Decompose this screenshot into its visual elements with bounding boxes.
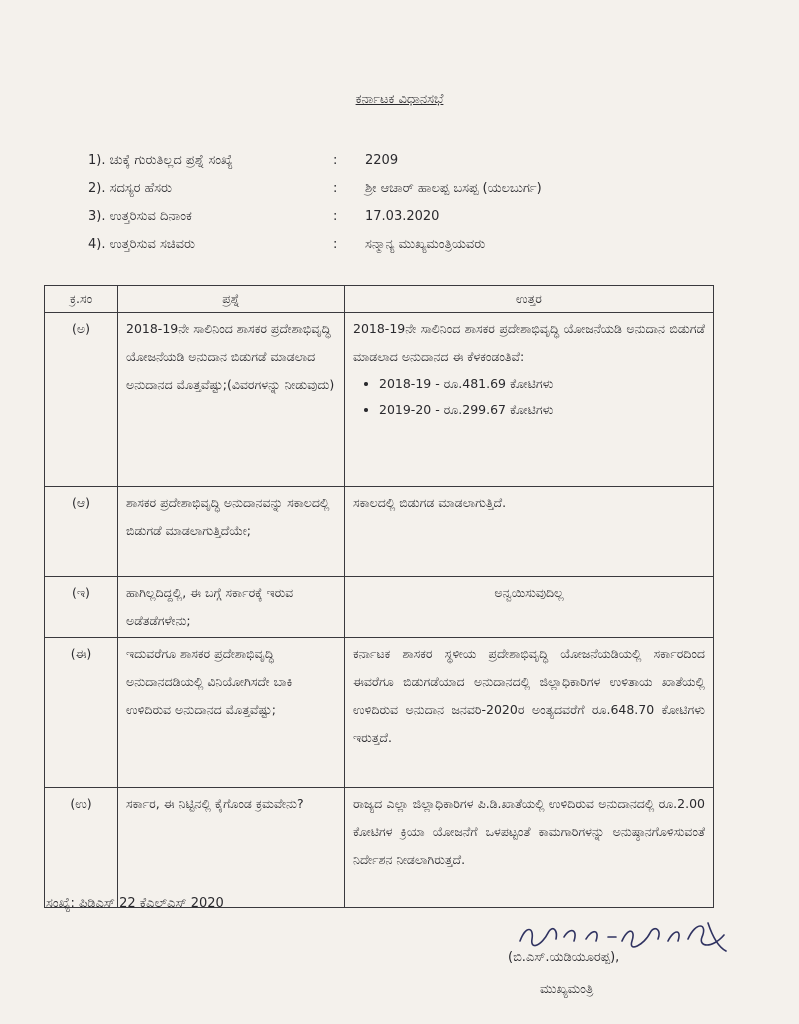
- row-answer: ರಾಜ್ಯದ ಎಲ್ಲಾ ಜಿಲ್ಲಾಧಿಕಾರಿಗಳ ಪಿ.ಡಿ.ಖಾತೆಯಲ್ಲಿ ಉಳಿದಿರುವ ಅನುದಾನದಲ್ಲಿ ರೂ.2.00 ಕೋಟಿಗಳ ಕ್ರಿಯಾ ಯೋಜನೆಗೆ ಒಳಪಟ್ಟಂತೆ ಕಾಮಗಾರಿಗಳನ್ನು ಅನುಷ್ಠಾನಗೊಳಿಸುವಂತೆ ನಿರ್ದೇಶನ ನೀಡಲಾಗಿರುತ್ತದೆ.: [345, 788, 714, 908]
- row-serial: (ಅ): [45, 313, 118, 487]
- signer-designation: ಮುಖ್ಯಮಂತ್ರಿ: [540, 982, 594, 997]
- detail-value: 2209: [365, 152, 399, 168]
- table-row: [45, 788, 714, 908]
- table-row: [45, 638, 714, 788]
- answer-bullet-list: [353, 371, 705, 423]
- row-serial: (ಇ): [45, 577, 118, 638]
- detail-value: ಸನ್ಮಾನ್ಯ ಮುಖ್ಯಮಂತ್ರಿಯವರು: [365, 236, 486, 252]
- table-row: [45, 313, 714, 487]
- question-details: [88, 146, 748, 258]
- detail-value: ಶ್ರೀ ಆಚಾರ್ ಹಾಲಪ್ಪ ಬಸಪ್ಪ (ಯಲಬುರ್ಗ): [365, 180, 542, 196]
- detail-row-answering-minister: [88, 230, 748, 258]
- answer-bullet: • 2018-19 - ರೂ.481.69 ಕೋಟಿಗಳು: [379, 371, 705, 397]
- table-row: [45, 577, 714, 638]
- row-answer: ಕರ್ನಾಟಕ ಶಾಸಕರ ಸ್ಥಳೀಯ ಪ್ರದೇಶಾಭಿವೃದ್ಧಿ ಯೋಜನೆಯಡಿಯಲ್ಲಿ ಸರ್ಕಾರದಿಂದ ಈವರೆಗೂ ಬಿಡುಗಡೆಯಾದ ಅನುದಾನದಲ್ಲಿ ಜಿಲ್ಲಾಧಿಕಾರಿಗಳ ಉಳಿತಾಯ ಖಾತೆಯಲ್ಲಿ ಉಳಿದಿರುವ ಅನುದಾನ ಜನವರಿ-2020ರ ಅಂತ್ಯದವರೆಗೆ ರೂ.648.70 ಕೋಟಿಗಳು ಇರುತ್ತದೆ.: [345, 638, 714, 788]
- detail-label: 4). ಉತ್ತರಿಸುವ ಸಚಿವರು: [88, 236, 196, 252]
- row-question: ಸರ್ಕಾರ, ಈ ನಿಟ್ಟಿನಲ್ಲಿ ಕೈಗೊಂಡ ಕ್ರಮವೇನು?: [118, 788, 345, 908]
- detail-colon: :: [333, 208, 338, 224]
- answer-bullet: • 2019-20 - ರೂ.299.67 ಕೋಟಿಗಳು: [379, 397, 705, 423]
- detail-label: 3). ಉತ್ತರಿಸುವ ದಿನಾಂಕ: [88, 208, 192, 224]
- row-answer: ಅನ್ವಯಿಸುವುದಿಲ್ಲ: [345, 577, 714, 638]
- row-question: ಹಾಗಿಲ್ಲದಿದ್ದಲ್ಲಿ, ಈ ಬಗ್ಗೆ ಸರ್ಕಾರಕ್ಕೆ ಇರುವ ಅಡೆತಡೆಗಳೇನು;: [118, 577, 345, 638]
- document-title: ಕರ್ನಾಟಕ ವಿಧಾನಸಭೆ: [355, 92, 444, 107]
- column-header-serial: ಕ್ರ.ಸಂ: [45, 286, 118, 313]
- row-answer: ಸಕಾಲದಲ್ಲಿ ಬಿಡುಗಡ ಮಾಡಲಾಗುತ್ತಿದೆ.: [345, 487, 714, 577]
- signer-name: (ಬಿ.ಎಸ್.ಯಡಿಯೂರಪ್ಪ),: [508, 950, 620, 965]
- detail-colon: :: [333, 180, 338, 196]
- row-question: ಇದುವರೆಗೂ ಶಾಸಕರ ಪ್ರದೇಶಾಭಿವೃದ್ಧಿ ಅನುದಾನದಡಿಯಲ್ಲಿ ವಿನಿಯೋಗಿಸದೇ ಬಾಕಿ ಉಳಿದಿರುವ ಅನುದಾನದ ಮೊತ್ತವೆಷ್ಟು;: [118, 638, 345, 788]
- row-question: 2018-19ನೇ ಸಾಲಿನಿಂದ ಶಾಸಕರ ಪ್ರದೇಶಾಭಿವೃದ್ಧಿ ಯೋಜನೆಯಡಿ ಅನುದಾನ ಬಿಡುಗಡೆ ಮಾಡಲಾದ ಅನುದಾನದ ಮೊತ್ತವೆಷ್ಟು;(ವಿವರಗಳನ್ನು ನೀಡುವುದು): [118, 313, 345, 487]
- row-serial: (ಉ): [45, 788, 118, 908]
- answer-text: 2018-19ನೇ ಸಾಲಿನಿಂದ ಶಾಸಕರ ಪ್ರದೇಶಾಭಿವೃದ್ಧಿ ಯೋಜನೆಯಡಿ ಅನುದಾನ ಬಿಡುಗಡೆ ಮಾಡಲಾದ ಅನುದಾನದ ಈ ಕೆಳಕಂಡಂತಿವೆ:: [353, 321, 705, 364]
- detail-value: 17.03.2020: [365, 208, 440, 224]
- detail-colon: :: [333, 152, 338, 168]
- question-answer-table: [44, 285, 714, 908]
- row-answer: [345, 313, 714, 487]
- detail-label: 1). ಚುಕ್ಕೆ ಗುರುತಿಲ್ಲದ ಪ್ರಶ್ನೆ ಸಂಖ್ಯೆ: [88, 152, 233, 168]
- row-serial: (ಈ): [45, 638, 118, 788]
- row-question: ಶಾಸಕರ ಪ್ರದೇಶಾಭಿವೃದ್ಧಿ ಅನುದಾನವನ್ನು ಸಕಾಲದಲ್ಲಿ ಬಿಡುಗಡೆ ಮಾಡಲಾಗುತ್ತಿದೆಯೇ;: [118, 487, 345, 577]
- signature-icon: [512, 915, 742, 955]
- detail-row-answer-date: [88, 202, 748, 230]
- detail-label: 2). ಸದಸ್ಯರ ಹೆಸರು: [88, 180, 173, 196]
- reference-number: ಸಂಖ್ಯೆ: ಪಿಡಿಎಸ್ 22 ಕೆಎಲ್‌ಎಸ್ 2020: [46, 896, 224, 911]
- column-header-question: ಪ್ರಶ್ನೆ: [118, 286, 345, 313]
- table-row: [45, 487, 714, 577]
- detail-row-member-name: [88, 174, 748, 202]
- column-header-answer: ಉತ್ತರ: [345, 286, 714, 313]
- row-serial: (ಆ): [45, 487, 118, 577]
- detail-row-question-number: [88, 146, 748, 174]
- detail-colon: :: [333, 236, 338, 252]
- table-header-row: [45, 286, 714, 313]
